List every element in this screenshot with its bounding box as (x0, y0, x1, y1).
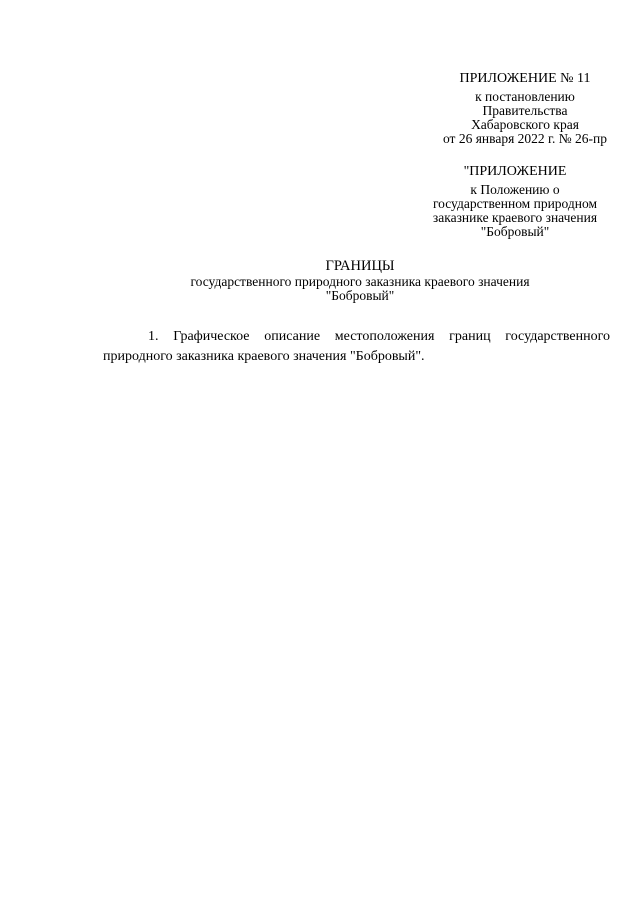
sub-appendix-line: к Положению о (470, 182, 560, 197)
sub-appendix-line: "Бобровый" (480, 224, 550, 239)
sub-appendix-line: заказнике краевого значения (432, 210, 598, 225)
heading-line: "Бобровый" (325, 288, 395, 303)
sub-appendix-title: "ПРИЛОЖЕНИЕ (463, 164, 567, 179)
paragraph-line: природного заказника краевого значения "Бобровый". (103, 349, 425, 364)
heading-line: государственного природного заказника краевого значения (190, 274, 530, 289)
heading-title: ГРАНИЦЫ (325, 258, 395, 274)
appendix-title: ПРИЛОЖЕНИЕ № 11 (459, 71, 591, 86)
sub-appendix-line: государственном природном (432, 196, 598, 211)
appendix-line: к постановлению (475, 89, 575, 104)
appendix-header (425, 72, 625, 146)
document-heading (140, 259, 580, 303)
paragraph-line: 1. Графическое описание местоположения границ государственного (148, 329, 610, 344)
sub-appendix-header (405, 165, 625, 239)
appendix-line: от 26 января 2022 г. № 26-пр (442, 131, 608, 146)
appendix-line: Хабаровского края (471, 117, 579, 132)
body-paragraph (103, 327, 610, 367)
appendix-line: Правительства (482, 103, 568, 118)
